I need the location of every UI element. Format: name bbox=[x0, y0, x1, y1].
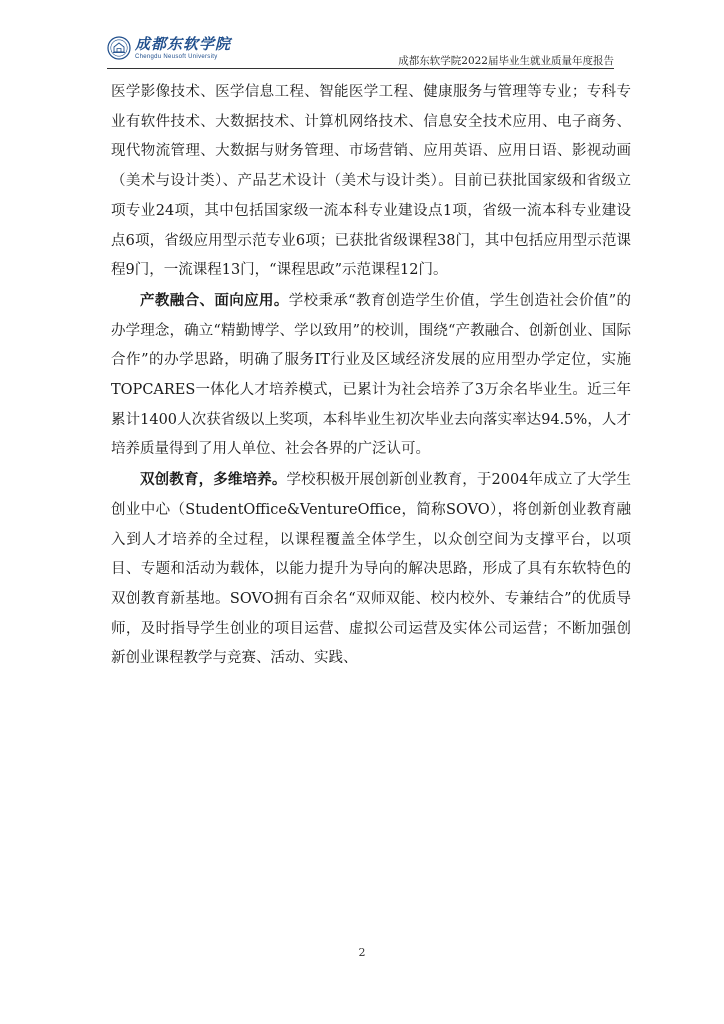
paragraph-text: 学校积极开展创新创业教育，于2004年成立了大学生创业中心（StudentOffice&VentureOffice，简称SOVO），将创新创业教育融入到人才培养的全过程，以课程覆盖全体学生，以众创空间为支撑平台，以项目、专题和活动为载体，以能力提升为导向的解决思路，形成了具有东软特色的双创教育新基地。SOVO拥有百余名“双师双能、校内校外、专兼结合”的优质导师，及时指导学生创业的项目运营、虚拟公司运营及实体公司运营；不断加强创新创业课程教学与竞赛、活动、实践、 bbox=[111, 472, 631, 667]
university-seal-icon bbox=[107, 36, 131, 60]
paragraph-innovation-education bbox=[111, 465, 631, 674]
page-header bbox=[0, 0, 724, 70]
logo-chinese-name: 成都东软学院 bbox=[135, 34, 232, 53]
paragraph-heading: 双创教育，多维培养。 bbox=[140, 471, 287, 489]
paragraph-majors bbox=[111, 78, 631, 286]
paragraph-text: 医学影像技术、医学信息工程、智能医学工程、健康服务与管理等专业；专科专业有软件技术、大数据技术、计算机网络技术、信息安全技术应用、电子商务、现代物流管理、大数据与财务管理、市场营销、应用英语、应用日语、影视动画（美术与设计类）、产品艺术设计（美术与设计类）。目前已获批国家级和省级立项专业24项，其中包括国家级一流本科专业建设点1项，省级一流本科专业建设点6项，省级应用型示范专业6项；已获批省级课程38门，其中包括应用型示范课程9门，一流课程13门，“课程思政”示范课程12门。 bbox=[111, 84, 631, 279]
paragraph-text: 学校秉承“教育创造学生价值，学生创造社会价值”的办学理念，确立“精勤博学、学以致用”的校训，围绕“产教融合、创新创业、国际合作”的办学思路，明确了服务IT行业及区域经济发展的应用型办学定位，实施TOPCARES一体化人才培养模式，已累计为社会培养了3万余名毕业生。近三年累计1400人次获省级以上奖项，本科毕业生初次毕业去向落实率达94.5%，人才培养质量得到了用人单位、社会各界的广泛认可。 bbox=[111, 292, 631, 458]
logo-english-name: Chengdu Neusoft University bbox=[135, 53, 218, 60]
report-title: 成都东软学院2022届毕业生就业质量年度报告 bbox=[398, 55, 614, 67]
document-body bbox=[111, 78, 631, 674]
header-divider bbox=[107, 68, 614, 69]
paragraph-industry-integration bbox=[111, 286, 631, 465]
paragraph-heading: 产教融合、面向应用。 bbox=[140, 291, 289, 309]
logo-wordmark bbox=[135, 34, 232, 60]
university-logo bbox=[107, 36, 231, 60]
page-number: 2 bbox=[358, 946, 366, 959]
